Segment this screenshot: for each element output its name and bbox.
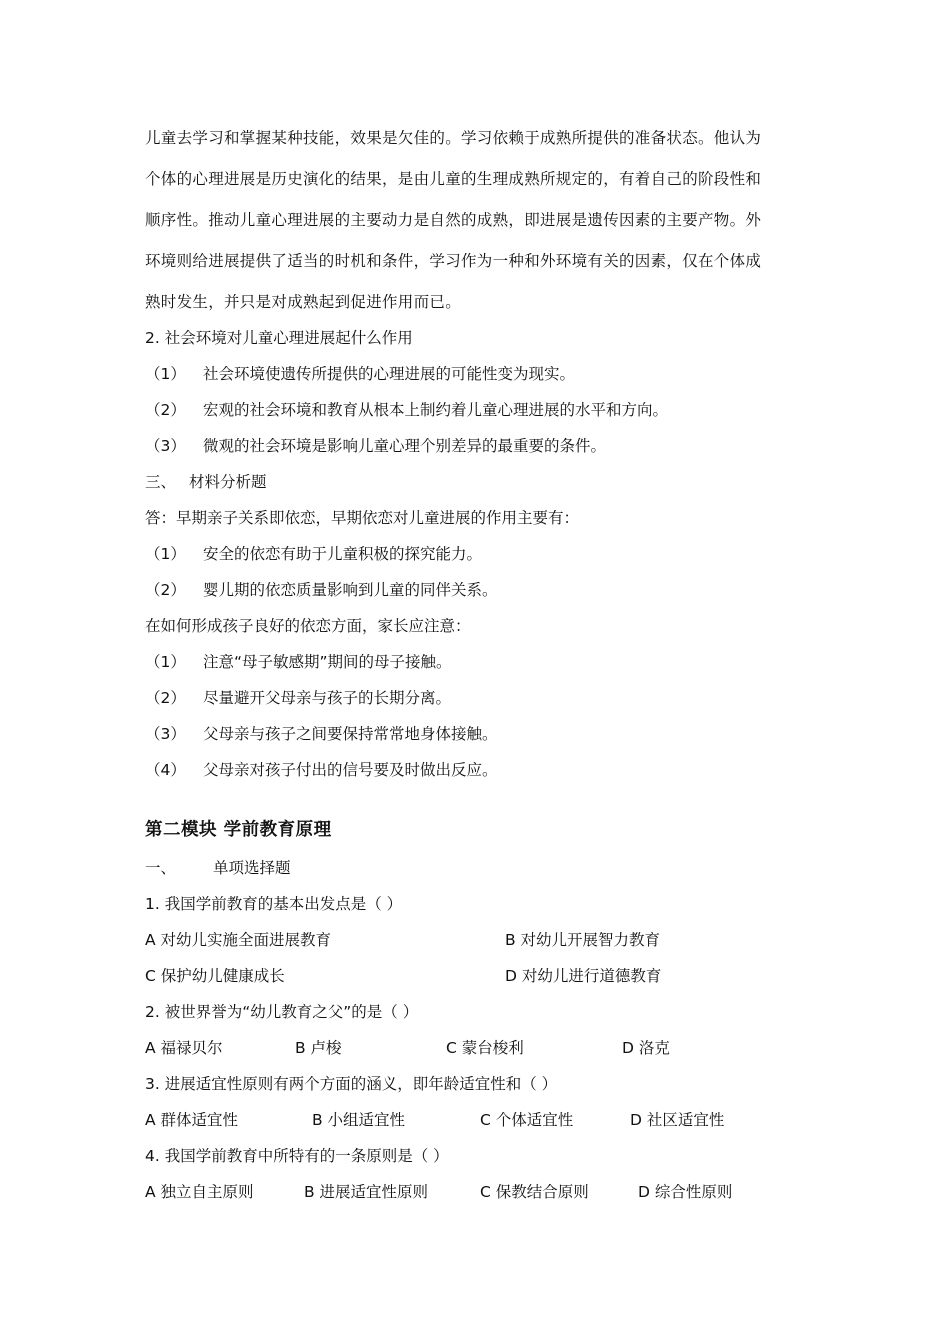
item-text: 宏观的社会环境和教育从根本上制约着儿童心理进展的水平和方向。 bbox=[203, 401, 669, 419]
section-title: 材料分析题 bbox=[189, 473, 267, 491]
option-a: A 群体适宜性 bbox=[145, 1111, 239, 1129]
option-b: B 进展适宜性原则 bbox=[304, 1183, 429, 1201]
section-title: 单项选择题 bbox=[213, 859, 291, 877]
option-b: B 小组适宜性 bbox=[312, 1111, 406, 1129]
option-a: A 对幼儿实施全面进展教育 bbox=[145, 931, 332, 949]
item-number: （1） bbox=[145, 545, 186, 563]
option-c: C 蒙台梭利 bbox=[446, 1039, 524, 1057]
parent-intro: 在如何形成孩子良好的依恋方面，家长应注意： bbox=[145, 617, 471, 635]
list-item bbox=[145, 652, 452, 672]
option-c: C 保护幼儿健康成长 bbox=[145, 967, 285, 985]
module-title: 第二模块 学前教育原理 bbox=[145, 820, 332, 840]
item-text: 父母亲对孩子付出的信号要及时做出反应。 bbox=[203, 761, 498, 779]
option-d: D 洛克 bbox=[622, 1039, 670, 1057]
option-a: A 独立自主原则 bbox=[145, 1183, 254, 1201]
list-item bbox=[145, 580, 498, 600]
list-item bbox=[145, 688, 451, 708]
section-heading bbox=[145, 858, 291, 878]
option-b: B 对幼儿开展智力教育 bbox=[505, 931, 661, 949]
list-item bbox=[145, 400, 668, 420]
item-text: 婴儿期的依恋质量影响到儿童的同伴关系。 bbox=[203, 581, 498, 599]
question-stem: 1. 我国学前教育的基本出发点是（ ） bbox=[145, 895, 403, 913]
item-text: 微观的社会环境是影响儿童心理个别差异的最重要的条件。 bbox=[203, 437, 607, 455]
paragraph-line: 个体的心理进展是历史演化的结果，是由儿童的生理成熟所规定的，有着自己的阶段性和 bbox=[145, 170, 762, 188]
list-item bbox=[145, 544, 482, 564]
question-stem: 4. 我国学前教育中所特有的一条原则是（ ） bbox=[145, 1147, 449, 1165]
section-number: 三、 bbox=[145, 473, 177, 491]
section-number: 一、 bbox=[145, 859, 177, 877]
item-number: （2） bbox=[145, 401, 186, 419]
option-d: D 对幼儿进行道德教育 bbox=[505, 967, 662, 985]
item-text: 社会环境使遗传所提供的心理进展的可能性变为现实。 bbox=[203, 365, 576, 383]
paragraph-line: 熟时发生，并只是对成熟起到促进作用而已。 bbox=[145, 293, 462, 311]
list-item bbox=[145, 760, 498, 780]
section-heading bbox=[145, 472, 267, 492]
question-stem: 2. 被世界誉为“幼儿教育之父”的是（ ） bbox=[145, 1003, 419, 1021]
item-number: （3） bbox=[145, 437, 186, 455]
question-title: 2. 社会环境对儿童心理进展起什么作用 bbox=[145, 329, 413, 347]
option-d: D 社区适宜性 bbox=[630, 1111, 725, 1129]
item-number: （3） bbox=[145, 725, 186, 743]
item-number: （2） bbox=[145, 581, 186, 599]
option-d: D 综合性原则 bbox=[638, 1183, 733, 1201]
option-a: A 福禄贝尔 bbox=[145, 1039, 223, 1057]
paragraph-line: 顺序性。推动儿童心理进展的主要动力是自然的成熟，即进展是遗传因素的主要产物。外 bbox=[145, 211, 762, 229]
paragraph-line: 环境则给进展提供了适当的时机和条件，学习作为一种和外环境有关的因素，仅在个体成 bbox=[145, 252, 762, 270]
item-text: 注意“母子敏感期”期间的母子接触。 bbox=[203, 653, 452, 671]
item-text: 父母亲与孩子之间要保持常常地身体接触。 bbox=[203, 725, 498, 743]
question-stem: 3. 进展适宜性原则有两个方面的涵义，即年龄适宜性和（ ） bbox=[145, 1075, 558, 1093]
item-text: 尽量避开父母亲与孩子的长期分离。 bbox=[203, 689, 452, 707]
option-c: C 个体适宜性 bbox=[480, 1111, 574, 1129]
item-number: （4） bbox=[145, 761, 186, 779]
item-number: （1） bbox=[145, 653, 186, 671]
item-number: （2） bbox=[145, 689, 186, 707]
answer-intro: 答：早期亲子关系即依恋，早期依恋对儿童进展的作用主要有： bbox=[145, 509, 580, 527]
list-item bbox=[145, 724, 498, 744]
option-b: B 卢梭 bbox=[295, 1039, 342, 1057]
option-c: C 保教结合原则 bbox=[480, 1183, 589, 1201]
paragraph-line: 儿童去学习和掌握某种技能，效果是欠佳的。学习依赖于成熟所提供的准备状态。他认为 bbox=[145, 129, 762, 147]
item-number: （1） bbox=[145, 365, 186, 383]
list-item bbox=[145, 436, 606, 456]
item-text: 安全的依恋有助于儿童积极的探究能力。 bbox=[203, 545, 483, 563]
list-item bbox=[145, 364, 575, 384]
